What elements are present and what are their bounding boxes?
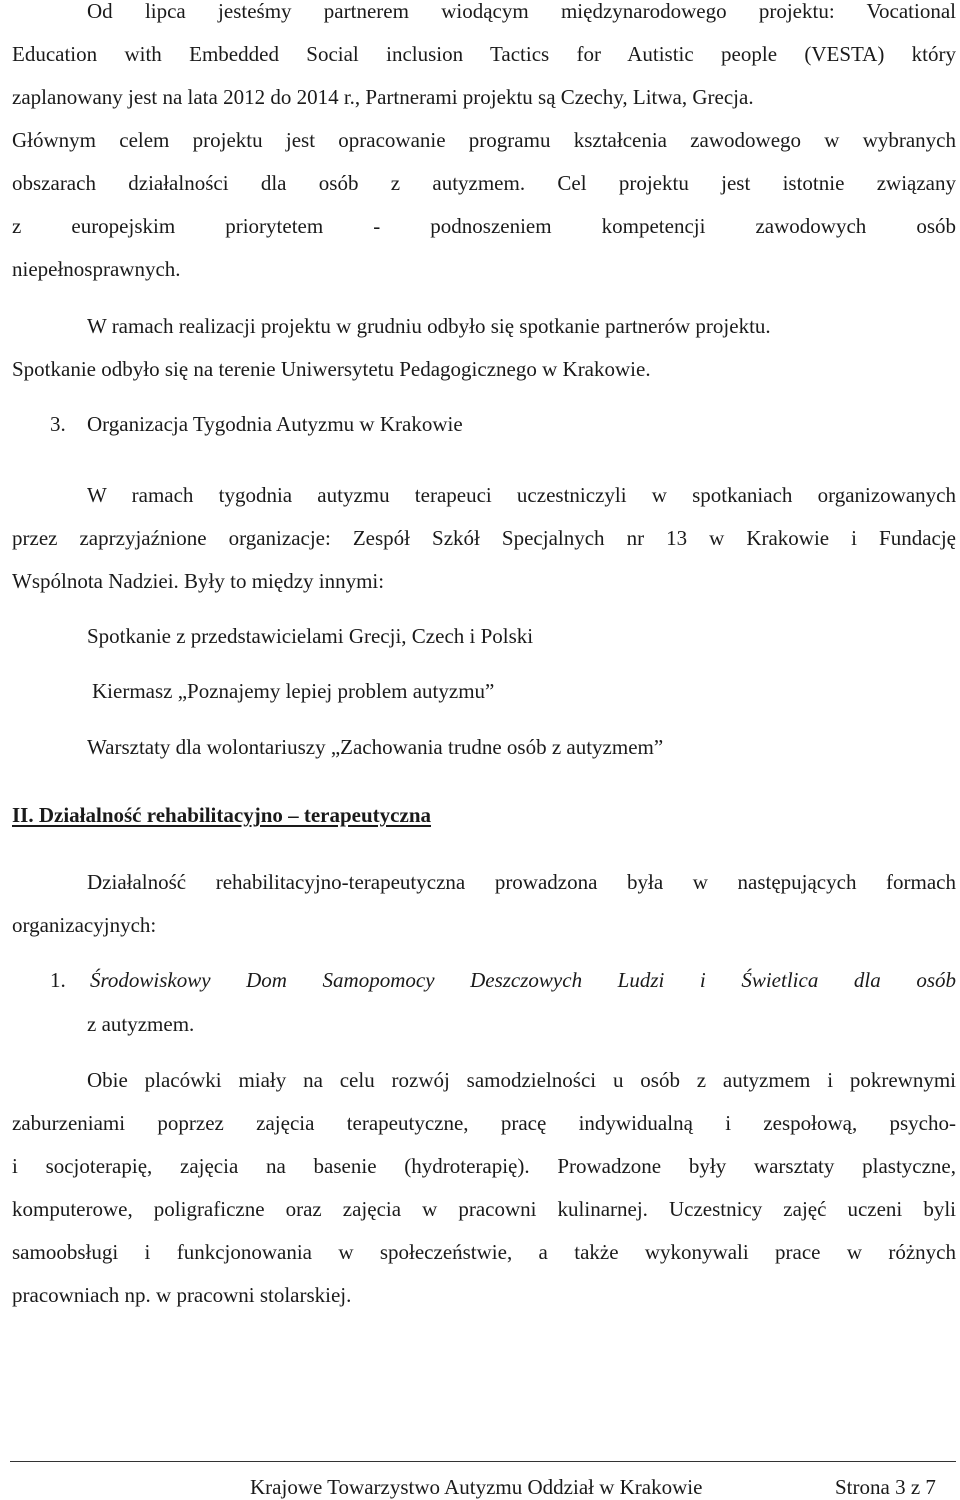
list-item-continuation: z autyzmem. <box>87 1012 195 1036</box>
event-item: Kiermasz „Poznajemy lepiej problem autyzmu” <box>92 679 495 703</box>
paragraph-line: komputerowe, poligraficzne oraz zajęcia w pracowni kulinarnej. Uczestnicy zajęć uczeni byli <box>12 1197 956 1221</box>
paragraph-line: Od lipca jesteśmy partnerem wiodącym międzynarodowego projektu: Vocational <box>87 0 956 23</box>
section-heading: II. Działalność rehabilitacyjno – terapeutyczna <box>12 803 431 827</box>
paragraph-line: W ramach realizacji projektu w grudniu odbyło się spotkanie partnerów projektu. <box>87 314 771 338</box>
paragraph-line: zaplanowany jest na lata 2012 do 2014 r., Partnerami projektu są Czechy, Litwa, Grecja. <box>12 85 754 109</box>
paragraph-line: Głównym celem projektu jest opracowanie programu kształcenia zawodowego w wybranych <box>12 128 956 152</box>
paragraph-line: W ramach tygodnia autyzmu terapeuci uczestniczyli w spotkaniach organizowanych <box>87 483 956 507</box>
section-number: 3. <box>50 412 66 436</box>
footer-divider <box>10 1461 956 1462</box>
paragraph-line: obszarach działalności dla osób z autyzmem. Cel projektu jest istotnie związany <box>12 171 956 195</box>
section-title: Organizacja Tygodnia Autyzmu w Krakowie <box>87 412 463 436</box>
paragraph-line: zaburzeniami poprzez zajęcia terapeutyczne, pracę indywidualną i zespołową, psycho- <box>12 1111 956 1135</box>
paragraph-line: i socjoterapię, zajęcia na basenie (hydroterapię). Prowadzone były warsztaty plastyczne, <box>12 1154 956 1178</box>
list-number: 1. <box>50 968 66 992</box>
paragraph-line: Obie placówki miały na celu rozwój samodzielności u osób z autyzmem i pokrewnymi <box>87 1068 956 1092</box>
event-item: Warsztaty dla wolontariuszy „Zachowania trudne osób z autyzmem” <box>87 735 664 759</box>
footer-page-number: Strona 3 z 7 <box>835 1475 936 1499</box>
footer-organization: Krajowe Towarzystwo Autyzmu Oddział w Krakowie <box>250 1475 703 1499</box>
paragraph-line: Education with Embedded Social inclusion Tactics for Autistic people (VESTA) który <box>12 42 956 66</box>
paragraph-line: samoobsługi i funkcjonowania w społeczeństwie, a także wykonywali prace w różnych <box>12 1240 956 1264</box>
event-item: Spotkanie z przedstawicielami Grecji, Czech i Polski <box>87 624 534 648</box>
paragraph-line: Spotkanie odbyło się na terenie Uniwersytetu Pedagogicznego w Krakowie. <box>12 357 651 381</box>
paragraph-line: organizacyjnych: <box>12 913 157 937</box>
list-item-title: Środowiskowy Dom Samopomocy Deszczowych Ludzi i Świetlica dla osób <box>90 968 956 992</box>
paragraph-line: niepełnosprawnych. <box>12 257 181 281</box>
paragraph-line: pracowniach np. w pracowni stolarskiej. <box>12 1283 352 1307</box>
paragraph-line: przez zaprzyjaźnione organizacje: Zespół Szkół Specjalnych nr 13 w Krakowie i Fundację <box>12 526 956 550</box>
paragraph-line: Wspólnota Nadziei. Były to między innymi: <box>12 569 385 593</box>
paragraph-line: Działalność rehabilitacyjno-terapeutyczna prowadzona była w następujących formach <box>87 870 956 894</box>
paragraph-line: z europejskim priorytetem - podnoszeniem kompetencji zawodowych osób <box>12 214 956 238</box>
